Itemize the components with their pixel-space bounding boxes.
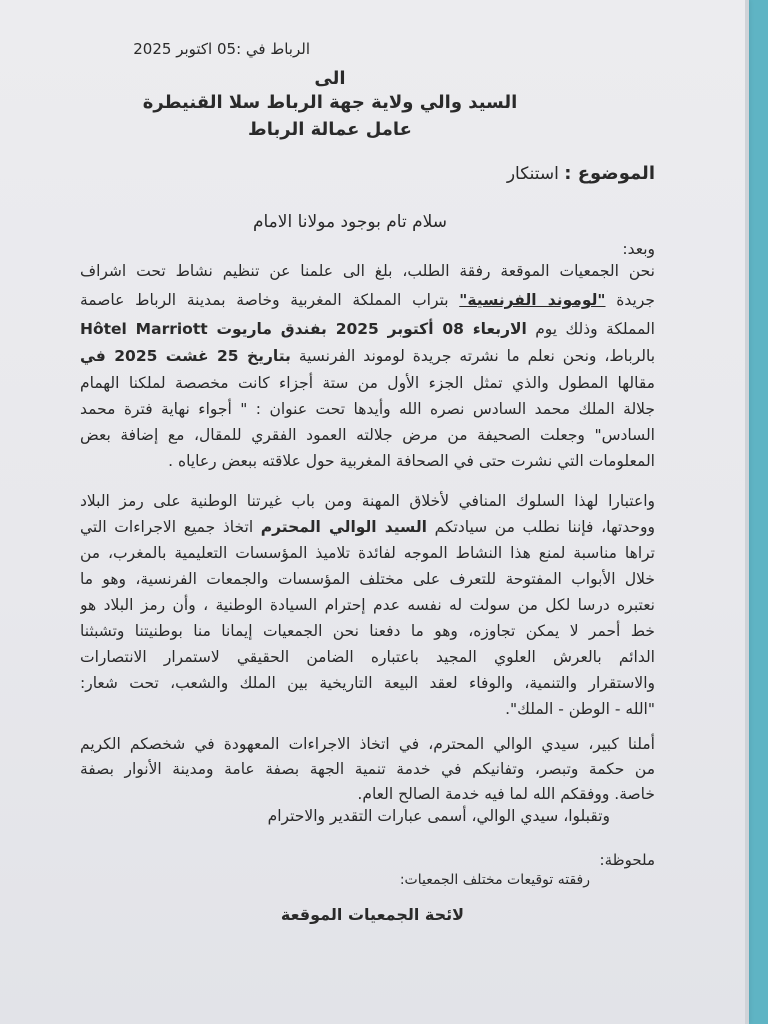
p1-line-2-pre: جريدة [616,291,655,309]
p2-line-7: الدائم بالعرش العلوي المجيد باعتباره الضامن الحقيقي لاستمرار الانتصارات [80,648,655,666]
subject-value: استنكار [506,164,559,184]
p1-line-4-pre: بالرباط، ونحن نعلم ما نشرته جريدة لوموند الفرنسية [298,347,655,365]
p1-line-1: نحن الجمعيات الموقعة رفقة الطلب، بلغ الى علمنا عن تنظيم نشاط تحت اشراف [80,262,655,280]
addressee-line-1: السيد والي ولاية جهة الرباط سلا القنيطرة [142,92,518,113]
p2-line-9: "الله - الوطن - الملك". [505,700,655,718]
p2-line-4: خلال الأبواب المفتوحة للتعرف على مختلف المؤسسات والجمعات الفرنسية، وهو ما [80,570,655,588]
p3-line-2: من حكمة وتبصر، وتفانيكم في خدمة تنمية الجهة بصفة عامة ومدينة الأنوار بصفة [80,760,655,778]
p2-line-2 [80,516,655,538]
p1-line-7: السادس" وجعلت الصحيفة من مرض جلالته العمود الفقري للمقال، مع إضافة بعض [80,426,655,444]
addressee-line-2: عامل عمالة الرباط [248,119,412,140]
subject-label: الموضوع : [564,163,655,184]
opening: وبعد: [622,240,655,258]
p1-line-3-pre: المملكة وذلك يوم [535,320,655,338]
p2-line-1: واعتبارا لهذا السلوك المنافي لأخلاق المهنة ومن باب غيرتنا الوطنية على رمز البلاد [80,492,655,510]
p3-line-3: خاصة. ووفقكم الله لما فيه خدمة الصالح العام. [357,785,655,803]
p1-line-3 [80,318,655,340]
letter-date: الرباط في :05 اكتوبر 2025 [133,40,310,58]
p1-line-2 [80,289,655,311]
p2-line-2-post: اتخاذ جميع الاجراءات التي [80,518,254,536]
p2-line-8: والاستقرار والتنمية، والوفاء لعقد البيعة التاريخية بين الملك والشعب، تحت شعار: [80,674,655,692]
governor-title: السيد الوالي المحترم [260,518,427,536]
page-edge [745,0,749,1024]
p3-line-1: أملنا كبير، سيدي الوالي المحترم، في اتخاذ الاجراءات المعهودة في شخصكم الكريم [80,735,655,753]
subject-line [507,163,655,184]
p2-line-3: تراها مناسبة لمنع هذا النشاط الموجه لفائدة تلاميذ المؤسسات التعليمية بالمغرب، من [80,544,655,562]
addressee-to: الى [314,68,346,89]
p2-line-6: خط أحمر لا يمكن تجاوزه، وهو ما دفعنا نحن الجمعيات إيمانا منا بوطنيتنا وتشبثنا [80,622,655,640]
p1-line-5: مقالها المطول والذي تمثل الجزء الأول من ستة أجزاء كانت مخصصة لملكنا الهمام [80,374,655,392]
p1-line-4 [80,345,655,367]
note-text: رفقته توقيعات مختلف الجمعيات: [399,872,590,888]
p1-line-6: جلالة الملك محمد السادس نصره الله وأيدها تحت عنوان : " أجواء نهاية فترة محمد [80,400,655,418]
p2-line-2-pre: ووحدتها، فإننا نطلب من سيادتكم [434,518,655,536]
p1-line-8: المعلومات التي نشرت حتى في الصحافة المغربية حول علاقته ببعض رعاياه . [168,452,655,470]
p1-line-2-post: بتراب المملكة المغربية وخاصة بمدينة الرباط عاصمة [80,291,449,309]
article-date: بتاريخ 25 غشت 2025 في [80,347,291,365]
note-label: ملحوظة: [599,851,655,869]
greeting: سلام تام بوجود مولانا الامام [252,212,448,232]
p2-line-5: نعتبره درسا لكل من سولت له نفسه عدم إحترام السيادة الوطنية ، وأن رمز البلاد هو [80,596,655,614]
signatories-title: لائحة الجمعيات الموقعة [280,905,465,924]
closing-formula: وتقبلوا، سيدي الوالي، أسمى عبارات التقدير والاحترام [267,807,610,825]
newspaper-name: "لوموند الفرنسية" [459,291,606,309]
event-date-venue: الاربعاء 08 أكتوبر 2025 بفندق ماريوت Hôtel Marriott [80,320,527,338]
